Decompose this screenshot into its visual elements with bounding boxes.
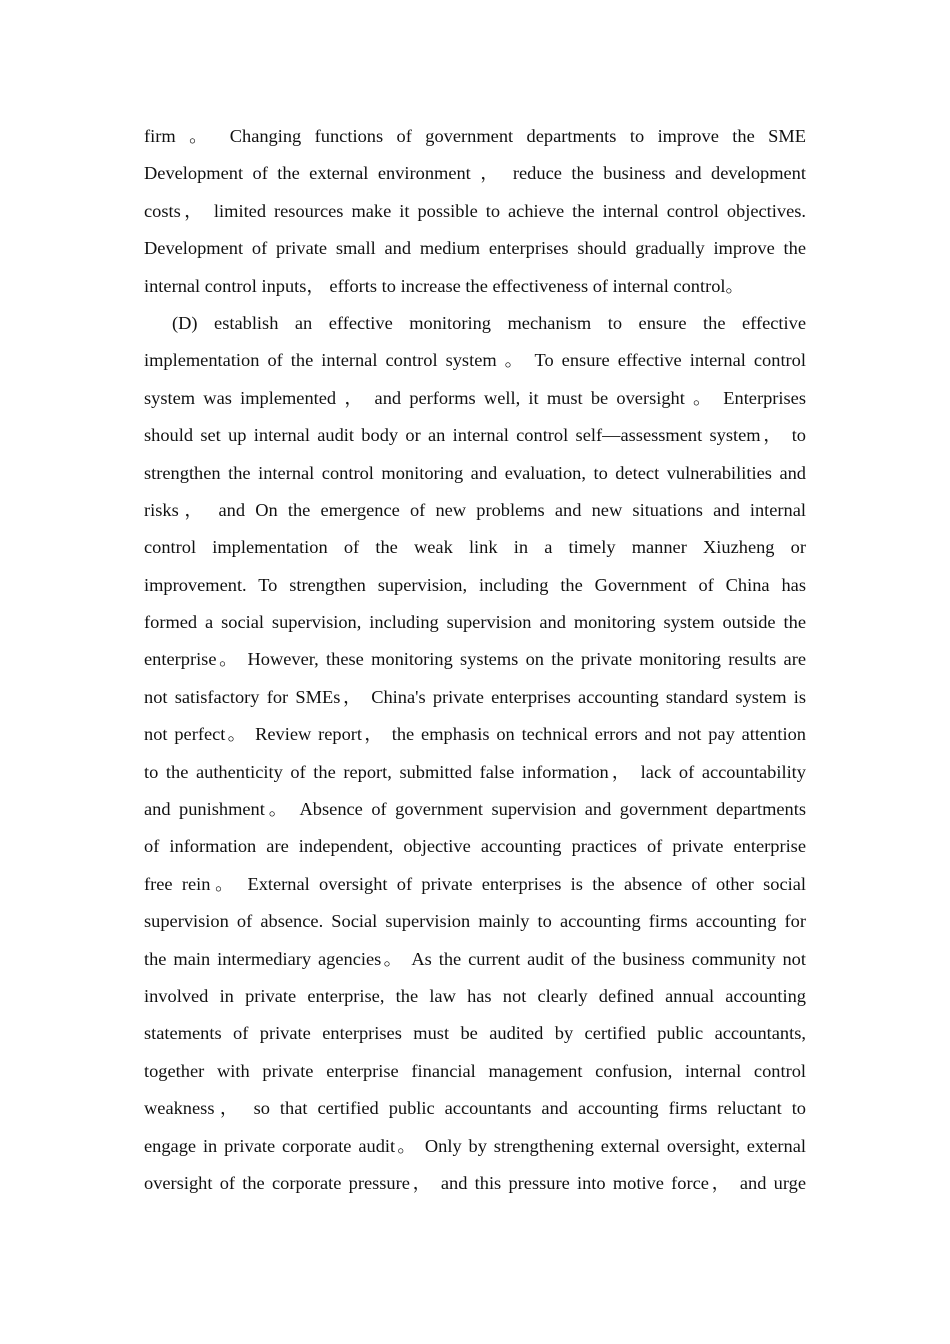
text-line: together with private enterprise financial management confusion, internal control <box>144 1060 806 1081</box>
text-line: control implementation of the weak link in a timely manner Xiuzheng or <box>144 537 806 558</box>
text-line: Development of private small and medium enterprises should gradually improve the <box>144 238 806 259</box>
text-line: weakness， so that certified public accountants and accounting firms reluctant to <box>144 1098 806 1119</box>
text-line: formed a social supervision, including supervision and monitoring system outside the <box>144 612 806 633</box>
text-line: firm 。 Changing functions of government departments to improve the SME <box>144 126 806 146</box>
text-line: the main intermediary agencies。 As the current audit of the business community not <box>144 948 806 969</box>
text-line: risks， and On the emergence of new problems and new situations and internal <box>144 499 806 520</box>
text-line: strengthen the internal control monitoring and evaluation, to detect vulnerabilities and <box>144 462 806 483</box>
text-line: implementation of the internal control system 。 To ensure effective internal control <box>144 350 806 371</box>
text-line: (D) establish an effective monitoring mechanism to ensure the effective <box>172 312 806 333</box>
text-line: statements of private enterprises must be audited by certified public accountants, <box>144 1023 806 1044</box>
text-line: and punishment。 Absence of government supervision and government departments <box>144 799 806 820</box>
text-line: should set up internal audit body or an internal control self—assessment system， to <box>144 425 806 446</box>
text-line: not perfect。 Review report， the emphasis on technical errors and not pay attention <box>144 724 806 745</box>
text-line: not satisfactory for SMEs， China's private enterprises accounting standard system is <box>144 686 806 707</box>
text-line: internal control inputs， efforts to increase the effectiveness of internal control。 <box>144 275 744 296</box>
text-line: free rein。 External oversight of private enterprises is the absence of other social <box>144 873 806 894</box>
text-line: enterprise。 However, these monitoring systems on the private monitoring results are <box>144 649 806 670</box>
text-line: engage in private corporate audit。 Only by strengthening external oversight, external <box>144 1135 806 1156</box>
text-line: costs， limited resources make it possible to achieve the internal control objectives. <box>144 200 806 221</box>
text-line: system was implemented ， and performs well, it must be oversight 。 Enterprises <box>144 387 806 408</box>
text-line: supervision of absence. Social supervision mainly to accounting firms accounting for <box>144 911 806 932</box>
text-line: oversight of the corporate pressure， and this pressure into motive force， and urge <box>144 1172 806 1193</box>
body-text <box>144 118 806 1202</box>
text-line: Development of the external environment ， reduce the business and development <box>144 163 806 184</box>
text-line: of information are independent, objective accounting practices of private enterprise <box>144 836 806 857</box>
text-line: to the authenticity of the report, submitted false information， lack of accountability <box>144 761 806 782</box>
text-line: improvement. To strengthen supervision, including the Government of China has <box>144 574 806 595</box>
text-line: involved in private enterprise, the law has not clearly defined annual accounting <box>144 985 806 1006</box>
